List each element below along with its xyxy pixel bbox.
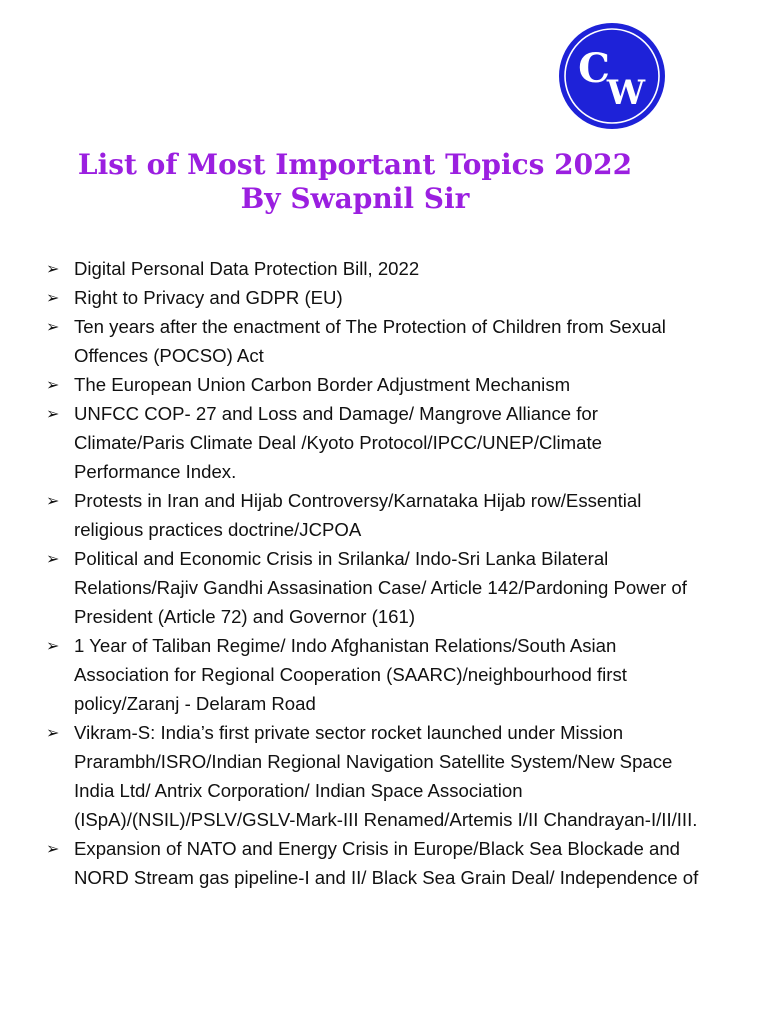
topic-text: Vikram-S: India’s first private sector rocket launched under Mission Prarambh/ISRO/Indian Regional Navigation Satellite System/New Space India Ltd/ Antrix Corporation/ Indian Space Association (ISpA)/(NSIL)/PSLV/GSLV-Mark-III Renamed/Artemis I/II Chandrayan-I/II/III. [74,722,698,830]
arrow-bullet-icon: ➢ [46,288,60,307]
topic-text: Digital Personal Data Protection Bill, 2022 [74,258,420,279]
list-item [46,312,706,370]
page-title [0,148,710,216]
topic-text: The European Union Carbon Border Adjustment Mechanism [74,374,571,395]
title-line-1: List of Most Important Topics 2022 [77,148,633,181]
logo-letter-c: C [578,45,610,92]
list-item [46,399,706,486]
logo-letter-w: W [606,73,646,113]
topic-list [46,254,706,892]
list-item [46,283,706,312]
list-item [46,631,706,718]
arrow-bullet-icon: ➢ [46,404,60,423]
topic-text: Ten years after the enactment of The Protection of Children from Sexual Offences (POCSO) Act [74,316,666,366]
topic-text: Expansion of NATO and Energy Crisis in Europe/Black Sea Blockade and NORD Stream gas pipeline-I and II/ Black Sea Grain Deal/ Independence of [74,838,699,888]
arrow-bullet-icon: ➢ [46,259,60,278]
list-item [46,254,706,283]
arrow-bullet-icon: ➢ [46,549,60,568]
topic-text: Political and Economic Crisis in Srilanka/ Indo-Sri Lanka Bilateral Relations/Rajiv Gandhi Assasination Case/ Article 142/Pardoning Power of President (Article 72) and Governor (161) [74,548,687,627]
arrow-bullet-icon: ➢ [46,317,60,336]
list-item [46,834,706,892]
list-item [46,718,706,834]
arrow-bullet-icon: ➢ [46,723,60,742]
list-item [46,370,706,399]
list-item [46,486,706,544]
title-line-2: By Swapnil Sir [240,182,470,215]
topic-text: Protests in Iran and Hijab Controversy/Karnataka Hijab row/Essential religious practices doctrine/JCPOA [74,490,642,540]
arrow-bullet-icon: ➢ [46,636,60,655]
arrow-bullet-icon: ➢ [46,375,60,394]
topic-text: Right to Privacy and GDPR (EU) [74,287,343,308]
arrow-bullet-icon: ➢ [46,491,60,510]
list-item [46,544,706,631]
topic-text: UNFCC COP- 27 and Loss and Damage/ Mangrove Alliance for Climate/Paris Climate Deal /Kyoto Protocol/IPCC/UNEP/Climate Performance Index. [74,403,603,482]
arrow-bullet-icon: ➢ [46,839,60,858]
topic-text: 1 Year of Taliban Regime/ Indo Afghanistan Relations/South Asian Association for Regional Cooperation (SAARC)/neighbourhood first policy/Zaranj - Delaram Road [74,635,627,714]
cw-logo [556,20,668,132]
